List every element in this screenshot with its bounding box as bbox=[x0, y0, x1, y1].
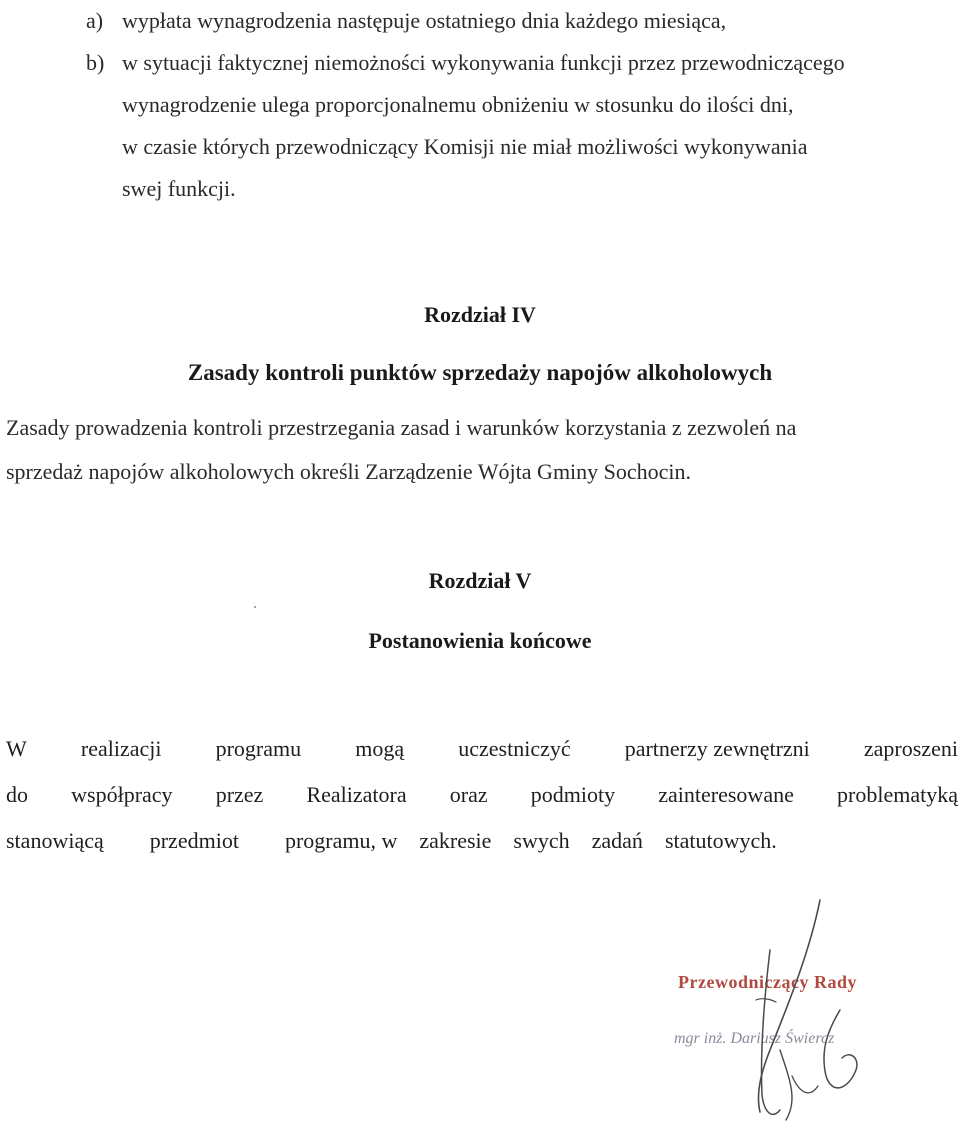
list-item-b bbox=[86, 42, 960, 210]
word: uczestniczyć bbox=[458, 736, 571, 761]
chapter-5-subtitle: Postanowienia końcowe bbox=[368, 628, 592, 653]
signature-stamp bbox=[660, 880, 950, 1128]
list-item-a-line-1: wypłata wynagrodzenia następuje ostatniego dnia każdego miesiąca, bbox=[122, 8, 727, 33]
word: do bbox=[6, 782, 28, 807]
chapter-5-paragraph-line-3 bbox=[6, 818, 958, 864]
word: podmioty bbox=[530, 782, 616, 807]
word: zakresie bbox=[419, 828, 492, 853]
chapter-5-paragraph-line-2 bbox=[6, 772, 958, 818]
chapter-4-paragraph bbox=[6, 406, 956, 494]
word: przedmiot bbox=[149, 828, 239, 853]
word: swych bbox=[513, 828, 570, 853]
chapter-4-subtitle: Zasady kontroli punktów sprzedaży napojów alkoholowych bbox=[187, 360, 773, 385]
chapter-5-title: Rozdział V bbox=[428, 568, 532, 593]
word: oraz bbox=[449, 782, 488, 807]
chapter-4-paragraph-line-2: sprzedaż napojów alkoholowych określi Zarządzenie Wójta Gminy Sochocin. bbox=[6, 459, 692, 484]
list-marker-a: a) bbox=[86, 8, 104, 33]
chapter-5-paragraph-line-1 bbox=[6, 726, 958, 772]
handwritten-signature bbox=[660, 880, 950, 1128]
list-item-b-line-3: w czasie których przewodniczący Komisji nie miał możliwości wykonywania bbox=[122, 134, 808, 159]
word: problematyką bbox=[837, 782, 958, 807]
chapter-4-title: Rozdział IV bbox=[424, 302, 536, 327]
list-item-b-line-1: w sytuacji faktycznej niemożności wykonywania funkcji przez przewodniczącego bbox=[122, 50, 845, 75]
chapter-4-paragraph-line-1: Zasady prowadzenia kontroli przestrzegania zasad i warunków korzystania z zezwoleń na bbox=[6, 415, 797, 440]
word: mogą bbox=[355, 736, 405, 761]
list-item-b-line-4: swej funkcji. bbox=[122, 176, 236, 201]
word: partnerzy zewnętrzni bbox=[624, 736, 810, 761]
list-marker-b: b) bbox=[86, 50, 105, 75]
word: programu bbox=[215, 736, 302, 761]
chapter-5-paragraph bbox=[6, 726, 958, 864]
word: programu, w bbox=[284, 828, 398, 853]
word: współpracy bbox=[71, 782, 173, 807]
stamp-name: mgr inż. Dariusz Świercz bbox=[674, 1030, 835, 1047]
list-item-a bbox=[86, 0, 960, 42]
word: zaproszeni bbox=[863, 736, 958, 761]
word: przez bbox=[215, 782, 264, 807]
word: Realizatora bbox=[306, 782, 407, 807]
word: W bbox=[6, 736, 27, 761]
word: zadań bbox=[591, 828, 643, 853]
word: realizacji bbox=[80, 736, 162, 761]
scan-speck bbox=[254, 606, 256, 608]
stamp-title: Przewodniczący Rady bbox=[678, 972, 857, 992]
word: statutowych. bbox=[664, 828, 777, 853]
list-item-b-line-2: wynagrodzenie ulega proporcjonalnemu obniżeniu w stosunku do ilości dni, bbox=[122, 92, 794, 117]
word: zainteresowane bbox=[658, 782, 794, 807]
word: stanowiącą bbox=[6, 828, 104, 853]
